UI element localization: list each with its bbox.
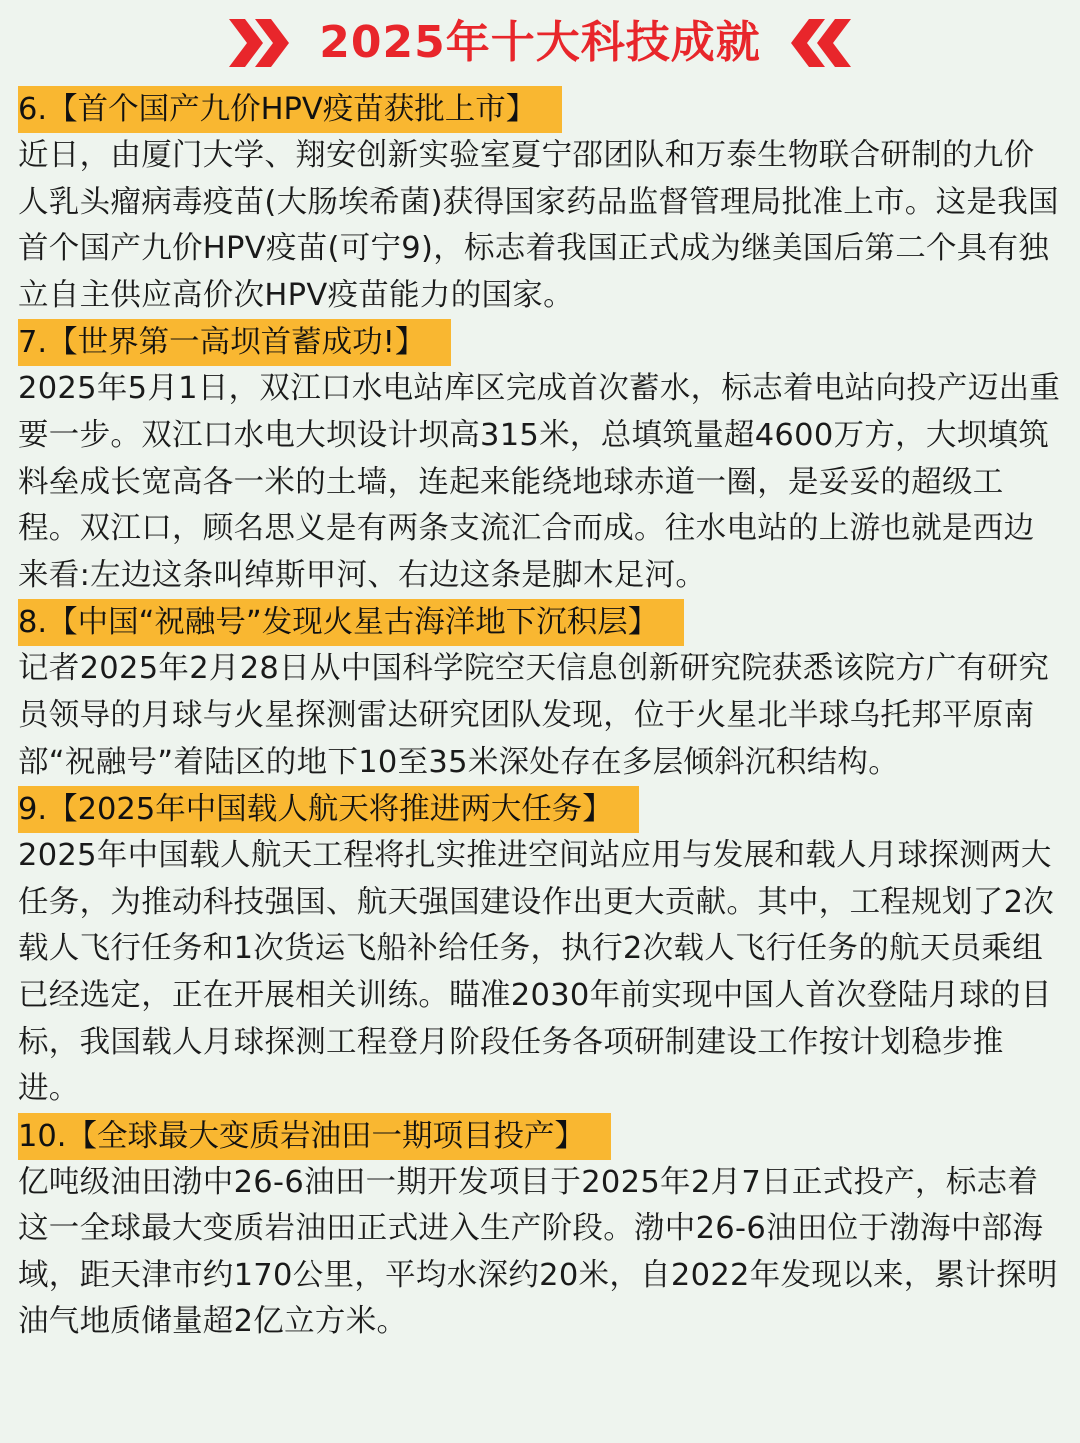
section-heading: 7.【世界第一高坝首蓄成功!】 bbox=[18, 319, 451, 366]
section-6 bbox=[18, 86, 1062, 319]
section-10 bbox=[18, 1113, 1062, 1346]
section-body: 亿吨级油田渤中26-6油田一期开发项目于2025年2月7日正式投产，标志着这一全球最大变质岩油田正式进入生产阶段。渤中26-6油田位于渤海中部海域，距天津市约170公里，平均水深约20米，自2022年发现以来，累计探明油气地质储量超2亿立方米。 bbox=[18, 1164, 1058, 1340]
title-bar bbox=[0, 0, 1080, 86]
section-heading: 8.【中国“祝融号”发现火星古海洋地下沉积层】 bbox=[18, 599, 684, 646]
section-8 bbox=[18, 599, 1062, 786]
content bbox=[0, 86, 1080, 1346]
double-chevron-left-icon bbox=[783, 19, 851, 67]
page-title: 2025年十大科技成就 bbox=[319, 17, 761, 68]
section-body: 近日，由厦门大学、翔安创新实验室夏宁邵团队和万泰生物联合研制的九价人乳头瘤病毒疫苗(大肠埃希菌)获得国家药品监督管理局批准上市。这是我国首个国产九价HPV疫苗(可宁9)，标志着我国正式成为继美国后第二个具有独立自主供应高价次HPV疫苗能力的国家。 bbox=[18, 138, 1059, 313]
section-body: 2025年5月1日，双江口水电站库区完成首次蓄水，标志着电站向投产迈出重要一步。双江口水电大坝设计坝高315米，总填筑量超4600万方，大坝填筑料垒成长宽高各一米的土墙，连起来能绕地球赤道一圈，是妥妥的超级工程。双江口，顾名思义是有两条支流汇合而成。往水电站的上游也就是西边来看:左边这条叫绰斯甲河、右边这条是脚木足河。 bbox=[18, 371, 1061, 593]
section-heading: 6.【首个国产九价HPV疫苗获批上市】 bbox=[18, 86, 562, 133]
section-body: 记者2025年2月28日从中国科学院空天信息创新研究院获悉该院方广有研究员领导的月球与火星探测雷达研究团队发现，位于火星北半球乌托邦平原南部“祝融号”着陆区的地下10至35米深处存在多层倾斜沉积结构。 bbox=[18, 651, 1050, 780]
section-7 bbox=[18, 319, 1062, 599]
section-9 bbox=[18, 786, 1062, 1113]
section-heading: 10.【全球最大变质岩油田一期项目投产】 bbox=[18, 1113, 611, 1160]
section-body: 2025年中国载人航天工程将扎实推进空间站应用与发展和载人月球探测两大任务，为推动科技强国、航天强国建设作出更大贡献。其中，工程规划了2次载人飞行任务和1次货运飞船补给任务，执行2次载人飞行任务的航天员乘组已经选定，正在开展相关训练。瞄准2030年前实现中国人首次登陆月球的目标，我国载人月球探测工程登月阶段任务各项研制建设工作按计划稳步推进。 bbox=[18, 838, 1055, 1107]
double-chevron-right-icon bbox=[229, 19, 297, 67]
section-heading: 9.【2025年中国载人航天将推进两大任务】 bbox=[18, 786, 639, 833]
